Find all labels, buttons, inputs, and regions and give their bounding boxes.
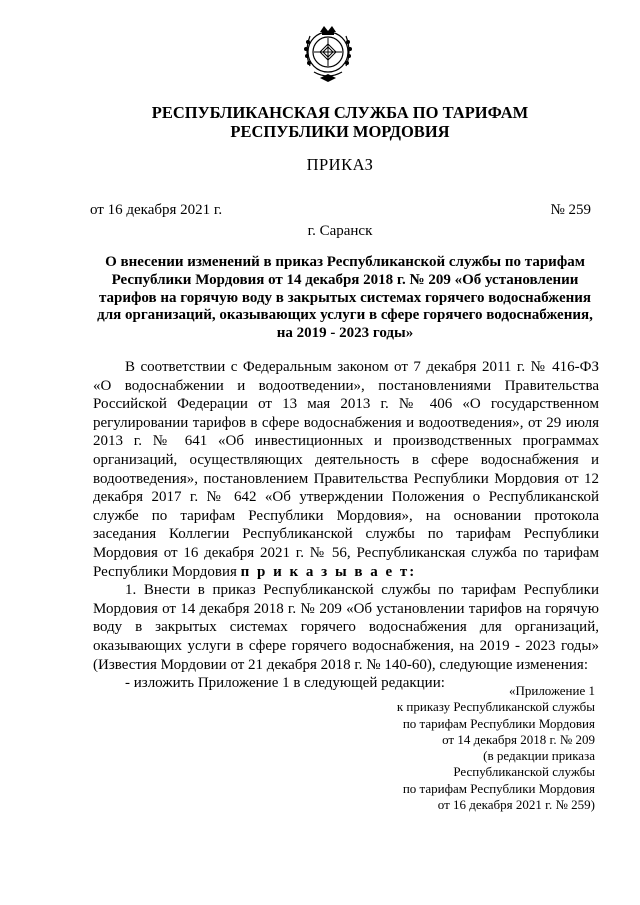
preamble-paragraph — [93, 358, 599, 581]
appendix-line: от 16 декабря 2021 г. № 259) — [437, 797, 595, 813]
coat-of-arms-icon — [300, 22, 356, 84]
appendix-line: Республиканской службы — [453, 764, 595, 780]
organization-title — [60, 103, 620, 141]
document-number: № 259 — [550, 202, 591, 218]
appendix-line: по тарифам Республики Мордовия — [402, 715, 595, 731]
item-1-subitem: - изложить Приложение 1 в следующей редакции: — [125, 675, 445, 692]
appendix-line: (в редакции приказа — [483, 748, 595, 764]
document-type: ПРИКАЗ — [306, 155, 374, 174]
appendix-line: «Приложение 1 — [508, 683, 595, 698]
appendix-line: к приказу Республиканской службы — [396, 699, 595, 715]
document-date: от 16 декабря 2021 г. — [90, 202, 223, 218]
document-city: г. Саранск — [307, 223, 373, 239]
appendix-line: по тарифам Республики Мордовия — [402, 780, 595, 796]
document-body — [93, 358, 599, 693]
item-1-paragraph: 1. Внести в приказ Республиканской службы по тарифам Республики Мордовия от 14 декабря 2018 г. № 209 «Об установлении тарифов на горячую воду в закрытых системах горячего водоснабжения для организаций, оказывающих услуги в сфере горячего водоснабжения, на 2019 - 2023 годы» (Известия Мордовии от 21 декабря 2018 г. № 140-60), следующие изменения: — [93, 582, 599, 673]
preamble-text: В соответствии с Федеральным законом от 7 декабря 2011 г. № 416-ФЗ «О водоснабжении и водоотведении», постановлениями Правительства Российской Федерации от 13 мая 2013 г. № 406 «О государственном регулировании тарифов в сфере водоснабжения и водоотведения», от 29 июля 2013 г. № 641 «Об инвестиционных и производственных программах организаций, осуществляющих деятельность в сфере водоснабжения и водоотведения», постановлением Правительства Республики Мордовия от 12 декабря 2017 г. № 642 «Об утверждении Положения о Республиканской службе по тарифам Республики Мордовия», на основании протокола заседания Коллегии Республиканской службы по тарифам Республики Мордовия от 16 декабря 2021 г. № 56, Республиканская служба по тарифам Республики Мордовия — [93, 359, 599, 580]
document-subject: О внесении изменений в приказ Республиканской службы по тарифам Республики Мордовия от 14 декабря 2018 г. № 209 «Об установлении тарифов на горячую воду в закрытых системах горячего водоснабжения для организаций, оказывающих услуги в сфере горячего водоснабжения, на 2019 - 2023 годы» — [97, 254, 593, 342]
appendix-line: от 14 декабря 2018 г. № 209 — [442, 731, 595, 747]
org-title-line1: РЕСПУБЛИКАНСКАЯ СЛУЖБА ПО ТАРИФАМ — [151, 103, 529, 122]
appendix-reference — [275, 683, 595, 813]
orders-word: п р и к а з ы в а е т: — [240, 563, 417, 580]
org-title-line2: РЕСПУБЛИКИ МОРДОВИЯ — [230, 122, 450, 141]
